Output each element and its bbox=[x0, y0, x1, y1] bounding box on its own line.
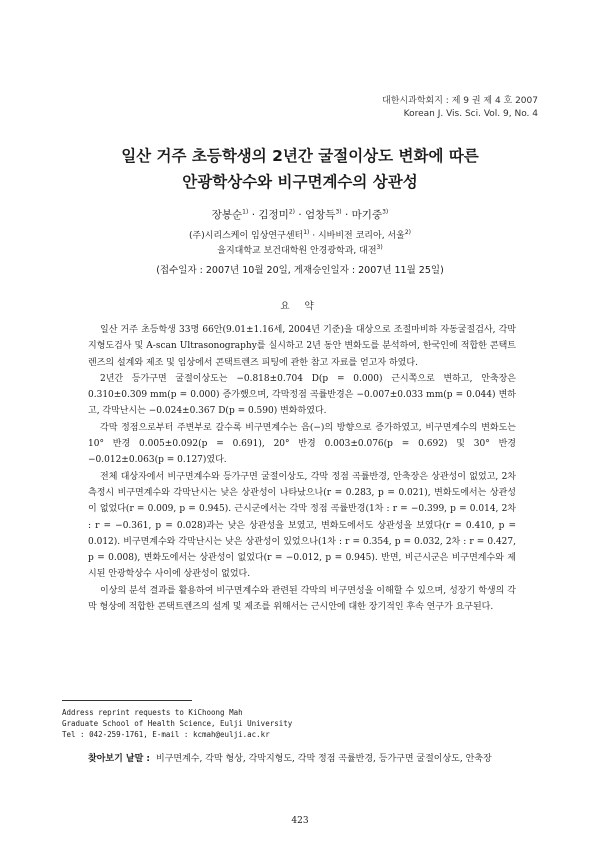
abstract-body bbox=[88, 322, 516, 615]
abstract-paragraph: 2년간 등가구면 굴절이상도는 −0.818±0.704 D(p = 0.000) 근시쪽으로 변하고, 안축장은 0.310±0.309 mm(p = 0.000) 증가했으며, 각막정점 곡률반경은 −0.007±0.033 mm(p = 0.044) 변하고, 각막난시는 −0.024±0.367 D(p = 0.590) 변화하였다. bbox=[88, 373, 516, 417]
author-mark: 3) bbox=[335, 208, 342, 216]
affiliation-2 bbox=[40, 243, 560, 256]
affiliation-mark: 2) bbox=[404, 229, 411, 236]
title-line-1: 일산 거주 초등학생의 2년간 굴절이상도 변화에 따른 bbox=[121, 147, 479, 165]
abstract-heading: 요 약 bbox=[280, 301, 320, 312]
affiliation-text: 을지대학교 보건대학원 안경광학과, 대전 bbox=[217, 246, 377, 256]
keywords-label: 찾아보기 낱말 : bbox=[88, 754, 151, 764]
keywords-text: 비구면계수, 각막 형상, 각막지형도, 각막 정점 곡률반경, 등가구면 굴절이상도, 안축장 bbox=[156, 754, 492, 764]
received-dates: (접수일자 : 2007년 10월 20일, 게재승인일자 : 2007년 11월 25일) bbox=[156, 265, 444, 276]
author-mark: 1) bbox=[242, 208, 249, 216]
affiliation-text: · 시바비전 코리아, 서울 bbox=[309, 231, 405, 241]
affiliation-mark: 3) bbox=[376, 244, 383, 251]
journal-name-korean: 대한시과학회지 : 제 9 권 제 4 호 2007 bbox=[382, 96, 538, 106]
author-list: 장봉순$^{1)}$ · 김정미$^{2)}$ · 엄창득$^{3)}$ · 마기중$^{3)}$ bbox=[211, 208, 389, 221]
page-number: 423 bbox=[291, 816, 309, 826]
abstract-paragraph: 전체 대상자에서 비구면계수와 등가구면 굴절이상도, 각막 정점 곡률반경, 안축장은 상관성이 없었고, 2차 측정시 비구면계수와 각막난시는 낮은 상관성이 나타났으나(r = 0.283, p = 0.021), 변화도에서는 상관성이 없었다(r = 0.009, p = 0.945). 근시군에서는 각막 정점 곡률반경(1차 : r = −0.399, p = 0.014, 2차 : r = −0.361, p = 0.028)과는 낮은 상관성을 보였고, 변화도에서도 상관성을 보였다(r = 0.410, p = 0.012). 비구면계수와 각막난시는 낮은 상관성이 있었으나(1차 : r = 0.354, p = 0.032, 2차 : r = 0.427, p = 0.008), 변화도에서는 상관성이 없었다(r = −0.012, p = 0.945). 반면, 비근시군은 비구면계수와 제시된 안광학상수 사이에 상관성이 없었다. bbox=[88, 471, 516, 580]
author-mark: 3) bbox=[382, 208, 389, 216]
author-name: 김정미 bbox=[258, 209, 289, 221]
footnote-divider bbox=[62, 700, 192, 701]
footnote-line: Graduate School of Health Science, Eulji University bbox=[62, 719, 293, 728]
journal-name-english: Korean J. Vis. Sci. Vol. 9, No. 4 bbox=[403, 109, 538, 119]
keywords bbox=[88, 751, 516, 767]
journal-header bbox=[382, 95, 538, 121]
affiliation-1 bbox=[40, 228, 560, 241]
footnote bbox=[62, 707, 292, 740]
affiliation-mark: 1) bbox=[303, 229, 310, 236]
author-name: 장봉순 bbox=[211, 209, 243, 221]
abstract-paragraph: 이상의 분석 결과를 활용하여 비구면계수와 관련된 각막의 비구면성을 이해할 수 있으며, 성장기 학생의 각막 형상에 적합한 콘택트렌즈의 설계 및 제조를 위해서는 근시안에 대한 장기적인 후속 연구가 요구된다. bbox=[88, 585, 516, 613]
author-name: 엄창득 bbox=[305, 209, 336, 221]
abstract-paragraph: 일산 거주 초등학생 33명 66안(9.01±1.16세, 2004년 기준)을 대상으로 조절마비하 자동굴절검사, 각막지형도검사 및 A-scan Ultrasonography를 실시하고 2년 동안 변화도를 분석하여, 한국인에 적합한 콘택트렌즈의 설계와 제조 및 임상에서 콘택트렌즈 피팅에 관한 참고 자료를 얻고자 하였다. bbox=[88, 325, 516, 368]
footnote-line: Tel : 042-259-1761, E-mail : kcmah@eulji.ac.kr bbox=[62, 730, 270, 739]
footnote-line: Address reprint requests to KiChoong Mah bbox=[62, 708, 243, 717]
title-line-2: 안광학상수와 비구면계수의 상관성 bbox=[182, 173, 418, 191]
author-mark: 2) bbox=[288, 208, 295, 216]
paper-title bbox=[40, 143, 560, 195]
abstract-paragraph: 각막 정점으로부터 주변부로 갈수록 비구면계수는 음(−)의 방향으로 증가하였고, 비구면계수의 변화도는 10° 반경 0.005±0.092(p = 0.691), 20° 반경 0.003±0.076(p = 0.692) 및 30° 반경 −0.012±0.063(p = 0.127)였다. bbox=[88, 422, 516, 466]
affiliation-text: (주)시리스케이 임상연구센터 bbox=[189, 231, 304, 241]
author-name: 마기중 bbox=[351, 209, 383, 221]
